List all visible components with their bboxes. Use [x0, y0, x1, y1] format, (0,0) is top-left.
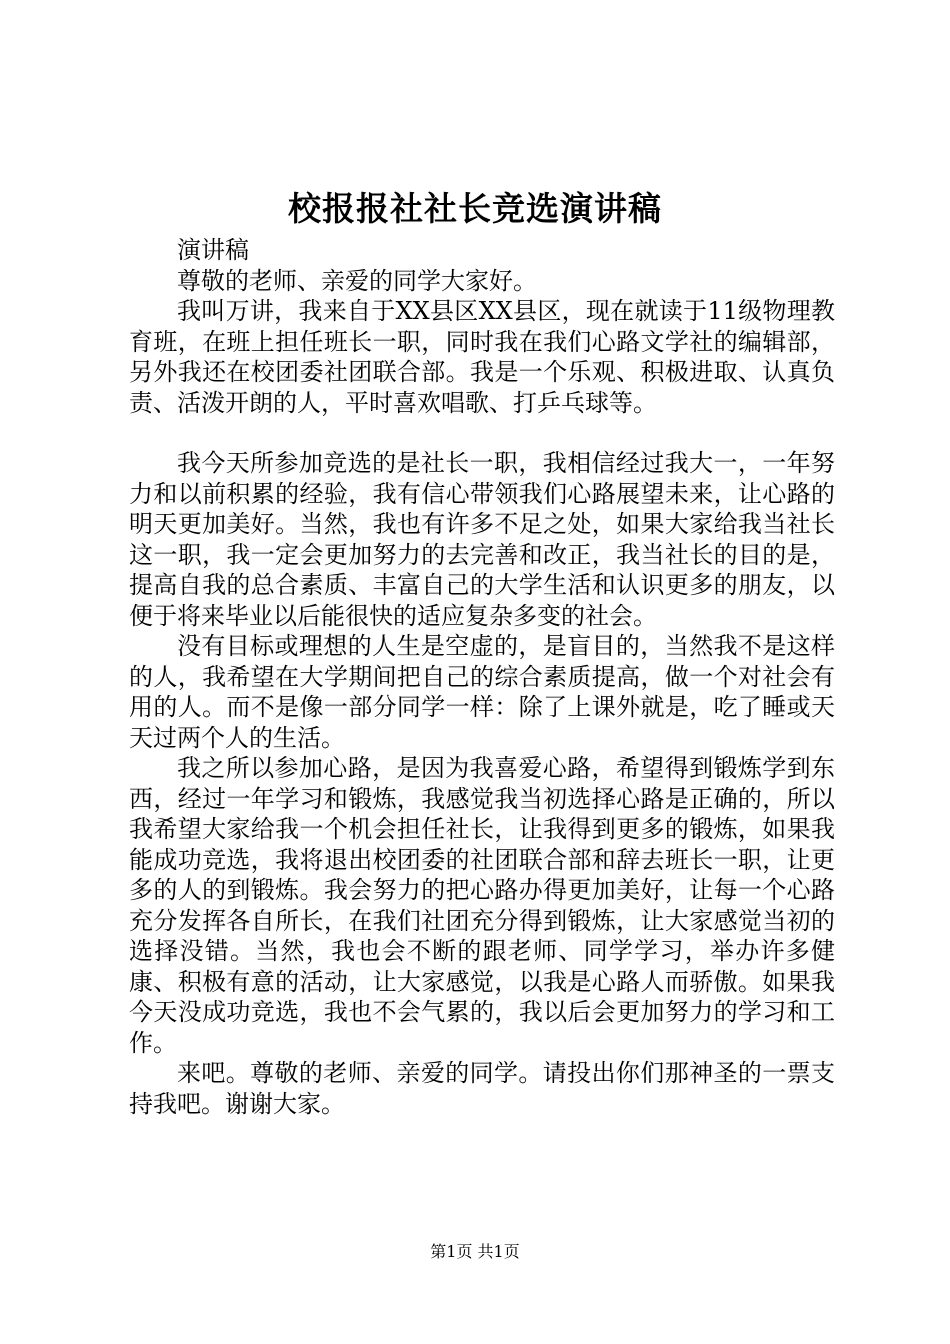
- paragraph-closing: 来吧。尊敬的老师、亲爱的同学。请投出你们那神圣的一票支持我吧。谢谢大家。: [129, 1059, 835, 1118]
- paragraph-goals: 没有目标或理想的人生是空虚的，是盲目的，当然我不是这样的人，我希望在大学期间把自己的综合素质提高，做一个对社会有用的人。而不是像一部分同学一样：除了上课外就是，吃了睡或天天过两个人的生活。: [129, 632, 835, 752]
- paragraph-heading: 演讲稿: [177, 236, 249, 264]
- paragraph-candidacy: 我今天所参加竞选的是社长一职，我相信经过我大一，一年努力和以前积累的经验，我有信心带领我们心路展望未来，让心路的明天更加美好。当然，我也有许多不足之处，如果大家给我当社长这一职，我一定会更加努力的去完善和改正，我当社长的目的是，提高自我的总合素质、丰富自己的大学生活和认识更多的朋友，以便于将来毕业以后能很快的适应复杂多变的社会。: [129, 449, 835, 630]
- paragraph-greeting: 尊敬的老师、亲爱的同学大家好。: [177, 266, 537, 295]
- document-title: 校报报社社长竞选演讲稿: [288, 189, 662, 228]
- page-footer: 第1页 共1页: [430, 1242, 520, 1261]
- paragraph-motivation: 我之所以参加心路，是因为我喜爱心路，希望得到锻炼学到东西，经过一年学习和锻炼，我感觉我当初选择心路是正确的，所以我希望大家给我一个机会担任社长，让我得到更多的锻炼，如果我能成功竞选，我将退出校团委的社团联合部和辞去班长一职，让更多的人的到锻炼。我会努力的把心路办得更加美好，让每一个心路充分发挥各自所长，在我们社团充分得到锻炼，让大家感觉当初的选择没错。当然，我也会不断的跟老师、同学学习，举办许多健康、积极有意的活动，让大家感觉，以我是心路人而骄傲。如果我今天没成功竞选，我也不会气累的，我以后会更加努力的学习和工作。: [129, 754, 835, 1057]
- paragraph-introduction: 我叫万讲，我来自于XX县区XX县区，现在就读于11级物理教育班，在班上担任班长一职，同时我在我们心路文学社的编辑部，另外我还在校团委社团联合部。我是一个乐观、积极进取、认真负责、活泼开朗的人，平时喜欢唱歌、打乒乓球等。: [129, 297, 835, 417]
- document-body: [129, 235, 835, 1119]
